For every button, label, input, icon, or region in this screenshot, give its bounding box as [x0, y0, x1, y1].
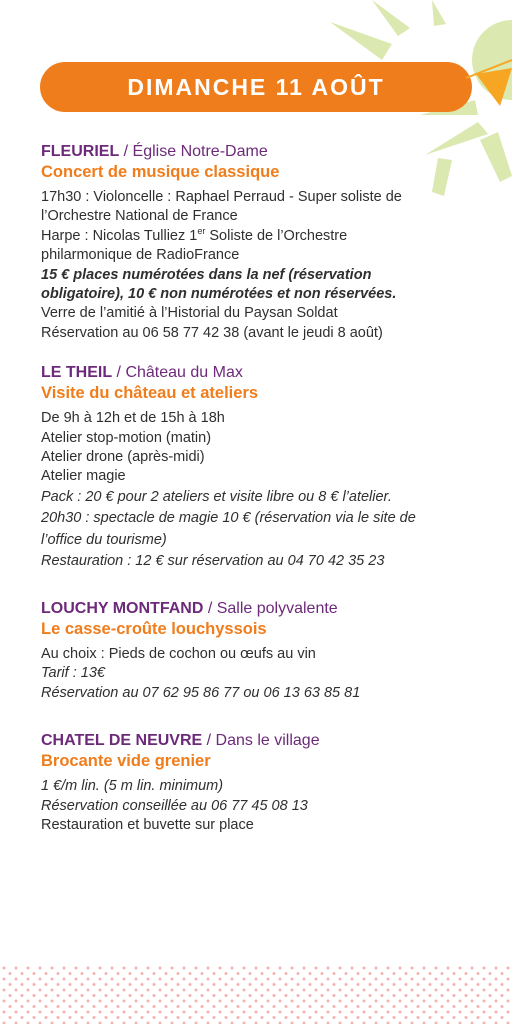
event-price: Pack : 20 € pour 2 ateliers et visite libre ou 8 € l’atelier. [41, 488, 392, 505]
detail-text: Harpe : Nicolas Tulliez 1 [41, 227, 198, 244]
event-price: 1 €/m lin. (5 m lin. minimum) [41, 778, 224, 795]
event-place [41, 363, 481, 383]
event-place [41, 599, 481, 619]
banner-title: DIMANCHE 11 AOÛT [127, 73, 385, 100]
event-price: 15 € places numérotées dans la nef (réservation [41, 266, 372, 283]
event-town: FLEURIEL [41, 143, 120, 160]
event-reservation: Restauration : 12 € sur réservation au 04 70 42 35 23 [41, 553, 385, 570]
event-detail: Atelier stop-motion (matin) [41, 429, 212, 446]
event-detail: Atelier magie [41, 468, 126, 485]
event-venue: / Dans le village [202, 732, 320, 750]
event-detail: l’Orchestre National de France [41, 208, 238, 225]
dotted-border-decoration [0, 964, 512, 1024]
event-detail: l’office du tourisme) [41, 531, 167, 548]
event-fleuriel [41, 142, 481, 343]
event-venue: / Salle polyvalente [203, 599, 338, 617]
event-title: Visite du château et ateliers [41, 384, 259, 403]
event-town: LOUCHY MONTFAND [41, 599, 204, 617]
event-price: Tarif : 13€ [41, 665, 105, 682]
event-detail: Verre de l’amitié à l’Historial du Paysan Soldat [41, 305, 338, 322]
event-le-theil [41, 363, 481, 573]
event-town: CHATEL DE NEUVRE [41, 732, 203, 750]
event-reservation: Réservation au 07 62 95 86 77 ou 06 13 63 85 81 [41, 684, 361, 701]
event-detail: Au choix : Pieds de cochon ou œufs au vin [41, 645, 316, 662]
event-reservation: Réservation au 06 58 77 42 38 (avant le jeudi 8 août) [41, 324, 383, 341]
event-place [41, 142, 481, 162]
event-price: obligatoire), 10 € non numérotées et non réservées. [41, 286, 397, 303]
event-title: Le casse-croûte louchyssois [41, 619, 267, 638]
superscript: er [197, 225, 206, 236]
event-place [41, 731, 481, 751]
event-title: Brocante vide grenier [41, 752, 211, 771]
event-reservation: Réservation conseillée au 06 77 45 08 13 [41, 797, 308, 814]
event-venue: / Église Notre-Dame [119, 143, 268, 160]
event-detail [41, 227, 481, 246]
event-detail: Restauration et buvette sur place [41, 816, 254, 833]
event-venue: / Château du Max [112, 364, 243, 382]
event-detail: 17h30 : Violoncelle : Raphael Perraud - Super soliste de [41, 189, 402, 205]
event-detail: 20h30 : spectacle de magie 10 € (réservation via le site de [41, 510, 416, 527]
event-louchy-montfand [41, 599, 481, 703]
detail-text: Soliste de l’Orchestre [205, 227, 348, 244]
events-list [41, 142, 481, 855]
event-title: Concert de musique classique [41, 163, 280, 181]
event-detail: Atelier drone (après-midi) [41, 449, 205, 466]
event-detail: philarmonique de RadioFrance [41, 247, 240, 264]
event-town: LE THEIL [41, 364, 113, 382]
pennant-flag-decoration [0, 0, 512, 130]
event-detail: De 9h à 12h et de 15h à 18h [41, 410, 225, 427]
event-chatel-de-neuvre [41, 731, 481, 835]
